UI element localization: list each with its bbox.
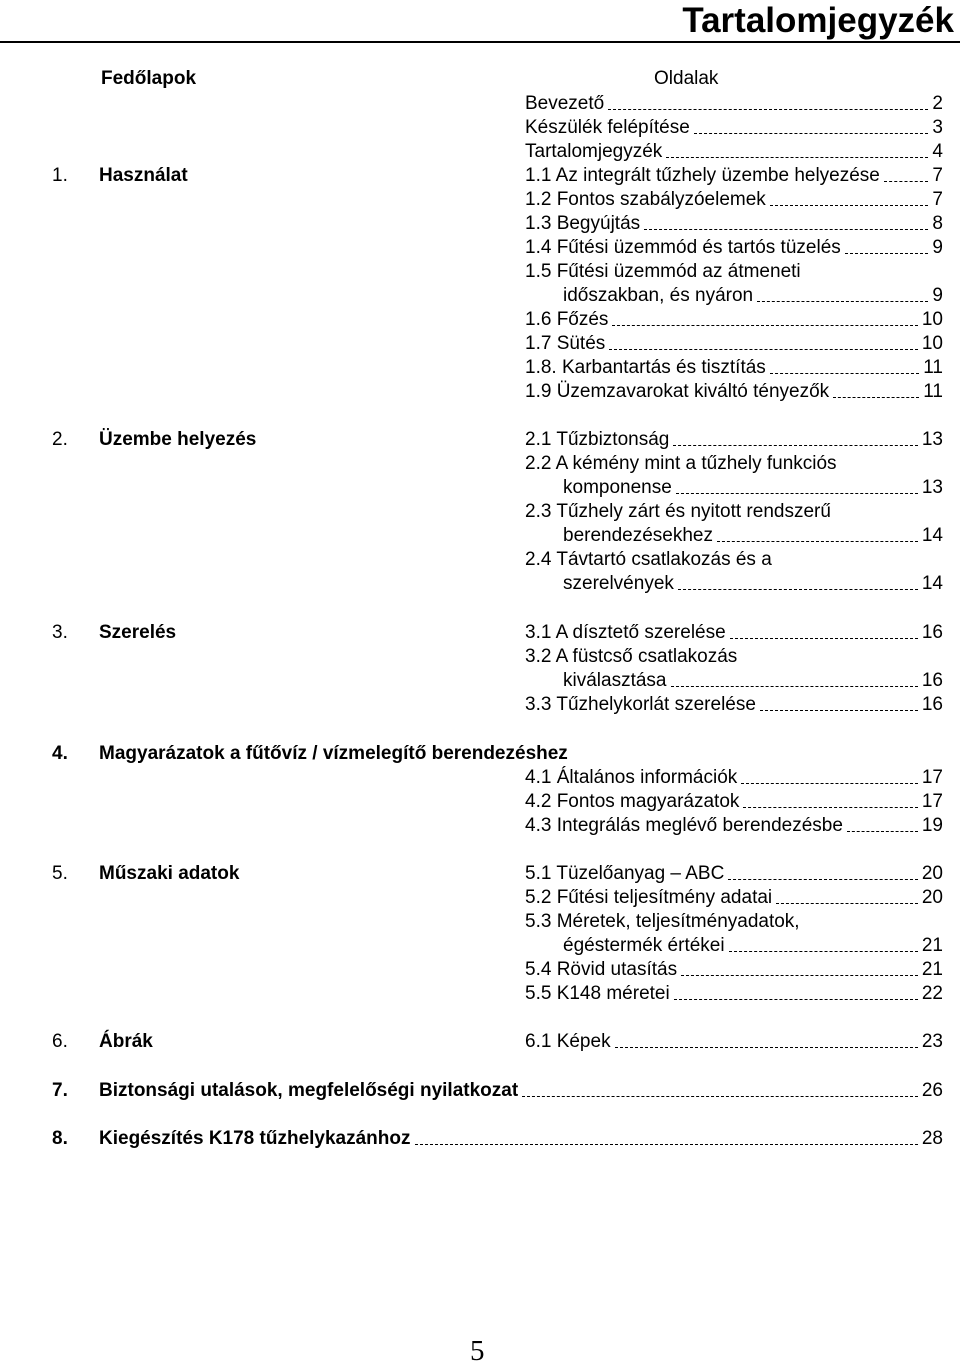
subsection-title-line: 3.2 A füstcső csatlakozás	[525, 646, 738, 667]
entry-page-number: 10	[921, 333, 943, 354]
subsection-entry[interactable]	[525, 693, 943, 717]
entry-page-number: 13	[921, 429, 943, 450]
entry-title: 1.3 Begyújtás	[525, 213, 641, 234]
front-entry[interactable]	[525, 140, 943, 164]
dot-leader	[717, 541, 918, 542]
entry-title: Készülék felépítése	[525, 117, 690, 138]
dot-leader	[676, 493, 918, 494]
column-label-cover: Fedőlapok	[101, 68, 197, 89]
entry-page-number: 10	[921, 309, 943, 330]
entry-title: 1.9 Üzemzavarokat kiváltó tényezők	[525, 381, 830, 402]
dot-leader	[681, 975, 918, 976]
entry-title: 1.2 Fontos szabályzóelemek	[525, 189, 766, 210]
section-title[interactable]: Szerelés	[99, 622, 177, 643]
entry-page-number: 7	[932, 165, 943, 186]
dot-leader	[609, 349, 918, 350]
front-entry[interactable]	[525, 116, 943, 140]
subsection-entry[interactable]	[525, 188, 943, 212]
subsection-entry[interactable]	[525, 958, 943, 982]
entry-title: 4.3 Integrálás meglévő berendezésbe	[525, 815, 843, 836]
subsection-entry[interactable]	[525, 814, 943, 838]
entry-title: berendezésekhez	[563, 525, 713, 546]
subsection-entry[interactable]	[525, 862, 943, 886]
entry-page-number: 3	[932, 117, 943, 138]
entry-title: Bevezető	[525, 93, 605, 114]
dot-leader	[694, 133, 929, 134]
section-title[interactable]: Használat	[99, 165, 188, 186]
entry-title: szerelvények	[563, 573, 674, 594]
entry-title: 5.4 Rövid utasítás	[525, 959, 678, 980]
entry-page-number: 14	[921, 525, 943, 546]
subsection-title-line: 2.4 Távtartó csatlakozás és a	[525, 549, 772, 570]
entry-page-number: 20	[921, 863, 943, 884]
entry-title: időszakban, és nyáron	[563, 285, 754, 306]
dot-leader	[776, 903, 918, 904]
column-label-pages: Oldalak	[654, 68, 719, 89]
entry-page-number: 13	[921, 477, 943, 498]
subsection-entry[interactable]	[525, 212, 943, 236]
entry-title: 6.1 Képek	[525, 1031, 611, 1052]
entry-title: 1.4 Fűtési üzemmód és tartós tüzelés	[525, 237, 841, 258]
dot-leader	[522, 1096, 918, 1097]
subsection-entry[interactable]	[563, 284, 943, 308]
entry-title: 3.3 Tűzhelykorlát szerelése	[525, 694, 756, 715]
entry-title: Tartalomjegyzék	[525, 141, 663, 162]
dot-leader	[415, 1144, 918, 1145]
subsection-entry[interactable]	[563, 524, 943, 548]
dot-leader	[845, 253, 929, 254]
subsection-entry[interactable]	[525, 356, 943, 380]
section-number: 6.	[52, 1031, 68, 1052]
section-number: 4.	[52, 743, 68, 764]
entry-title: égéstermék értékei	[563, 935, 725, 956]
subsection-title-line: 2.2 A kémény mint a tűzhely funkciós	[525, 453, 837, 474]
subsection-entry[interactable]	[525, 790, 943, 814]
section-number: 3.	[52, 622, 68, 643]
section-number: 5.	[52, 863, 68, 884]
entry-page-number: 9	[932, 285, 943, 306]
entry-page-number: 17	[921, 791, 943, 812]
section-title[interactable]: Magyarázatok a fűtővíz / vízmelegítő berendezéshez	[99, 743, 568, 764]
entry-title: Kiegészítés K178 tűzhelykazánhoz	[99, 1128, 411, 1149]
subsection-entry[interactable]	[525, 428, 943, 452]
entry-page-number: 28	[921, 1128, 943, 1149]
dot-leader	[666, 157, 928, 158]
subsection-entry[interactable]	[525, 982, 943, 1006]
entry-page-number: 20	[921, 887, 943, 908]
dot-leader	[678, 589, 918, 590]
header-rule	[0, 41, 960, 43]
entry-page-number: 2	[932, 93, 943, 114]
dot-leader	[760, 710, 918, 711]
dot-leader	[847, 831, 918, 832]
subsection-entry[interactable]	[525, 332, 943, 356]
section-entry[interactable]	[99, 1079, 943, 1103]
section-number: 2.	[52, 429, 68, 450]
entry-page-number: 22	[921, 983, 943, 1004]
entry-page-number: 4	[932, 141, 943, 162]
entry-page-number: 17	[921, 767, 943, 788]
entry-page-number: 11	[923, 357, 943, 378]
dot-leader	[757, 301, 928, 302]
section-number: 1.	[52, 165, 68, 186]
dot-leader	[612, 325, 917, 326]
subsection-entry[interactable]	[525, 308, 943, 332]
section-entry[interactable]	[99, 1127, 943, 1151]
section-number: 7.	[52, 1080, 68, 1101]
entry-page-number: 7	[932, 189, 943, 210]
dot-leader	[729, 951, 918, 952]
entry-title: 4.1 Általános információk	[525, 767, 738, 788]
entry-title: 4.2 Fontos magyarázatok	[525, 791, 740, 812]
entry-title: 1.1 Az integrált tűzhely üzembe helyezése	[525, 165, 880, 186]
entry-title: 1.8. Karbantartás és tisztítás	[525, 357, 766, 378]
entry-page-number: 21	[921, 935, 943, 956]
dot-leader	[770, 205, 929, 206]
section-title[interactable]: Műszaki adatok	[99, 863, 240, 884]
subsection-entry[interactable]	[525, 766, 943, 790]
subsection-entry[interactable]	[525, 236, 943, 260]
dot-leader	[644, 229, 928, 230]
dot-leader	[671, 686, 918, 687]
entry-page-number: 23	[921, 1031, 943, 1052]
subsection-entry[interactable]	[563, 669, 943, 693]
subsection-entry[interactable]	[563, 572, 943, 596]
subsection-entry[interactable]	[525, 1030, 943, 1054]
subsection-entry[interactable]	[525, 164, 943, 188]
subsection-entry[interactable]	[525, 886, 943, 910]
entry-title: 5.5 K148 méretei	[525, 983, 670, 1004]
dot-leader	[673, 445, 918, 446]
dot-leader	[615, 1047, 918, 1048]
entry-page-number: 8	[932, 213, 943, 234]
entry-page-number: 19	[921, 815, 943, 836]
subsection-entry[interactable]	[563, 476, 943, 500]
subsection-entry[interactable]	[525, 621, 943, 645]
entry-title: 3.1 A dísztető szerelése	[525, 622, 726, 643]
entry-title: 1.7 Sütés	[525, 333, 606, 354]
entry-title: Biztonsági utalások, megfelelőségi nyilatkozat	[99, 1080, 519, 1101]
entry-page-number: 14	[921, 573, 943, 594]
dot-leader	[608, 109, 928, 110]
entry-page-number: 9	[932, 237, 943, 258]
entry-page-number: 16	[921, 622, 943, 643]
subsection-entry[interactable]	[525, 380, 943, 404]
entry-title: komponense	[563, 477, 672, 498]
dot-leader	[741, 783, 918, 784]
subsection-title-line: 2.3 Tűzhely zárt és nyitott rendszerű	[525, 501, 831, 522]
section-number: 8.	[52, 1128, 68, 1149]
subsection-entry[interactable]	[563, 934, 943, 958]
entry-page-number: 21	[921, 959, 943, 980]
dot-leader	[770, 373, 919, 374]
entry-page-number: 16	[921, 694, 943, 715]
entry-title: 5.2 Fűtési teljesítmény adatai	[525, 887, 773, 908]
entry-title: kiválasztása	[563, 670, 667, 691]
dot-leader	[674, 999, 918, 1000]
section-title[interactable]: Üzembe helyezés	[99, 429, 257, 450]
section-title[interactable]: Ábrák	[99, 1031, 153, 1052]
entry-title: 2.1 Tűzbiztonság	[525, 429, 670, 450]
front-entry[interactable]	[525, 92, 943, 116]
dot-leader	[728, 879, 918, 880]
subsection-title-line: 1.5 Fűtési üzemmód az átmeneti	[525, 261, 801, 282]
dot-leader	[743, 807, 917, 808]
entry-page-number: 26	[921, 1080, 943, 1101]
page-header-title: Tartalomjegyzék	[682, 1, 954, 40]
footer-page-number: 5	[470, 1335, 485, 1367]
entry-title: 5.1 Tüzelőanyag – ABC	[525, 863, 725, 884]
entry-page-number: 11	[923, 381, 943, 402]
subsection-title-line: 5.3 Méretek, teljesítményadatok,	[525, 911, 800, 932]
entry-page-number: 16	[921, 670, 943, 691]
dot-leader	[730, 638, 918, 639]
dot-leader	[833, 397, 919, 398]
entry-title: 1.6 Főzés	[525, 309, 609, 330]
dot-leader	[884, 181, 929, 182]
